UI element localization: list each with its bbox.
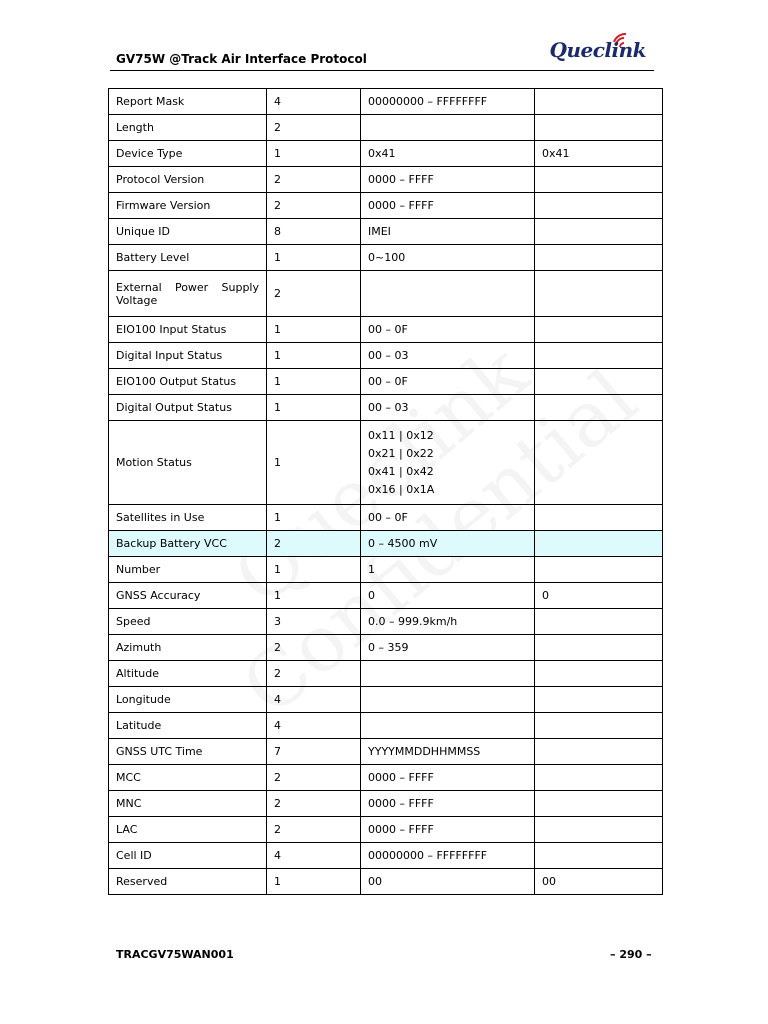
field-length: 1 — [267, 141, 361, 167]
table-row — [109, 167, 663, 193]
field-default: 0x41 — [535, 141, 663, 167]
table-row — [109, 219, 663, 245]
field-range — [361, 661, 535, 687]
field-table-body — [109, 89, 663, 895]
field-default — [535, 89, 663, 115]
field-range — [361, 115, 535, 141]
table-row — [109, 791, 663, 817]
field-length: 2 — [267, 661, 361, 687]
field-range: 00000000 – FFFFFFFF — [361, 89, 535, 115]
field-name: MCC — [109, 765, 267, 791]
field-name: Digital Output Status — [109, 395, 267, 421]
field-default — [535, 557, 663, 583]
field-range: 00 – 0F — [361, 369, 535, 395]
field-length: 2 — [267, 765, 361, 791]
field-length: 3 — [267, 609, 361, 635]
field-name: MNC — [109, 791, 267, 817]
field-name: Protocol Version — [109, 167, 267, 193]
field-range: 0000 – FFFF — [361, 765, 535, 791]
field-range: 00000000 – FFFFFFFF — [361, 843, 535, 869]
field-length: 2 — [267, 635, 361, 661]
field-length: 1 — [267, 583, 361, 609]
field-length: 1 — [267, 343, 361, 369]
field-default — [535, 713, 663, 739]
field-length: 1 — [267, 421, 361, 505]
table-row — [109, 817, 663, 843]
field-length: 8 — [267, 219, 361, 245]
field-default — [535, 271, 663, 317]
field-name: GNSS UTC Time — [109, 739, 267, 765]
field-name: Number — [109, 557, 267, 583]
field-length: 4 — [267, 843, 361, 869]
field-default — [535, 219, 663, 245]
logo-wordmark: Queclink — [549, 38, 646, 62]
table-row — [109, 609, 663, 635]
field-length: 4 — [267, 687, 361, 713]
page-number: – 290 – — [610, 948, 652, 961]
field-length: 7 — [267, 739, 361, 765]
table-row-highlighted — [109, 531, 663, 557]
table-row — [109, 343, 663, 369]
field-name: LAC — [109, 817, 267, 843]
field-range: YYYYMMDDHHMMSS — [361, 739, 535, 765]
field-name: EIO100 Output Status — [109, 369, 267, 395]
field-length: 2 — [267, 791, 361, 817]
field-range: 00 – 03 — [361, 395, 535, 421]
field-range: 0000 – FFFF — [361, 791, 535, 817]
field-default — [535, 765, 663, 791]
document-title: GV75W @Track Air Interface Protocol — [116, 52, 367, 66]
table-row — [109, 661, 663, 687]
field-length: 4 — [267, 89, 361, 115]
table-row — [109, 271, 663, 317]
field-range: 0000 – FFFF — [361, 817, 535, 843]
table-row — [109, 89, 663, 115]
field-length: 2 — [267, 115, 361, 141]
field-length: 2 — [267, 271, 361, 317]
table-row — [109, 141, 663, 167]
table-row — [109, 843, 663, 869]
field-default — [535, 245, 663, 271]
field-range: 0~100 — [361, 245, 535, 271]
field-default — [535, 343, 663, 369]
field-default — [535, 843, 663, 869]
field-range: 00 – 0F — [361, 505, 535, 531]
field-name: Backup Battery VCC — [109, 531, 267, 557]
table-row — [109, 557, 663, 583]
field-range: 00 – 0F — [361, 317, 535, 343]
field-name: Satellites in Use — [109, 505, 267, 531]
field-range — [361, 713, 535, 739]
field-default: 00 — [535, 869, 663, 895]
range-line: 0x11 | 0x12 — [368, 428, 434, 442]
field-name: External Power Supply Voltage — [109, 271, 267, 317]
field-name: Azimuth — [109, 635, 267, 661]
field-name: Latitude — [109, 713, 267, 739]
field-length: 1 — [267, 505, 361, 531]
field-length: 1 — [267, 395, 361, 421]
document-code: TRACGV75WAN001 — [116, 948, 234, 961]
field-length: 1 — [267, 317, 361, 343]
field-default — [535, 531, 663, 557]
field-name: Reserved — [109, 869, 267, 895]
field-length: 1 — [267, 245, 361, 271]
field-name: Altitude — [109, 661, 267, 687]
field-range — [361, 687, 535, 713]
field-default — [535, 661, 663, 687]
table-row — [109, 869, 663, 895]
field-default — [535, 115, 663, 141]
field-default — [535, 395, 663, 421]
field-default — [535, 317, 663, 343]
field-range: IMEI — [361, 219, 535, 245]
field-name: Report Mask — [109, 89, 267, 115]
field-length: 2 — [267, 167, 361, 193]
field-length: 1 — [267, 557, 361, 583]
field-range: 00 – 03 — [361, 343, 535, 369]
range-line: 0x41 | 0x42 — [368, 464, 434, 478]
range-line: 0x21 | 0x22 — [368, 446, 434, 460]
field-name: Unique ID — [109, 219, 267, 245]
field-name: Firmware Version — [109, 193, 267, 219]
page-header — [110, 28, 654, 71]
field-length: 4 — [267, 713, 361, 739]
field-name: Speed — [109, 609, 267, 635]
field-name: Digital Input Status — [109, 343, 267, 369]
table-row — [109, 713, 663, 739]
table-row — [109, 739, 663, 765]
field-name: Battery Level — [109, 245, 267, 271]
field-name: EIO100 Input Status — [109, 317, 267, 343]
table-row — [109, 421, 663, 505]
field-length: 1 — [267, 869, 361, 895]
field-default — [535, 609, 663, 635]
field-range: 0 – 359 — [361, 635, 535, 661]
field-range: 0 — [361, 583, 535, 609]
field-default — [535, 739, 663, 765]
field-default: 0 — [535, 583, 663, 609]
table-row — [109, 369, 663, 395]
table-row — [109, 245, 663, 271]
table-row — [109, 505, 663, 531]
table-row — [109, 115, 663, 141]
field-name: Motion Status — [109, 421, 267, 505]
range-line: 0x16 | 0x1A — [368, 482, 435, 496]
field-length: 2 — [267, 817, 361, 843]
table-row — [109, 635, 663, 661]
field-default — [535, 167, 663, 193]
field-name: Longitude — [109, 687, 267, 713]
field-name: Length — [109, 115, 267, 141]
field-range — [361, 271, 535, 317]
field-range: 0 – 4500 mV — [361, 531, 535, 557]
table-row — [109, 193, 663, 219]
field-name: Device Type — [109, 141, 267, 167]
field-default — [535, 505, 663, 531]
field-range: 0x41 — [361, 141, 535, 167]
field-name: GNSS Accuracy — [109, 583, 267, 609]
table-row — [109, 687, 663, 713]
field-range: 0000 – FFFF — [361, 193, 535, 219]
table-row — [109, 583, 663, 609]
field-range: 00 — [361, 869, 535, 895]
queclink-logo — [546, 32, 646, 66]
field-default — [535, 193, 663, 219]
field-default — [535, 817, 663, 843]
table-row — [109, 395, 663, 421]
field-default — [535, 421, 663, 505]
field-default — [535, 791, 663, 817]
field-name: Cell ID — [109, 843, 267, 869]
field-default — [535, 687, 663, 713]
field-length: 1 — [267, 369, 361, 395]
field-length: 2 — [267, 193, 361, 219]
field-range: 0000 – FFFF — [361, 167, 535, 193]
field-table — [108, 88, 663, 895]
field-default — [535, 635, 663, 661]
field-range — [361, 421, 535, 505]
table-row — [109, 765, 663, 791]
field-range: 0.0 – 999.9km/h — [361, 609, 535, 635]
table-row — [109, 317, 663, 343]
field-range: 1 — [361, 557, 535, 583]
field-length: 2 — [267, 531, 361, 557]
field-default — [535, 369, 663, 395]
